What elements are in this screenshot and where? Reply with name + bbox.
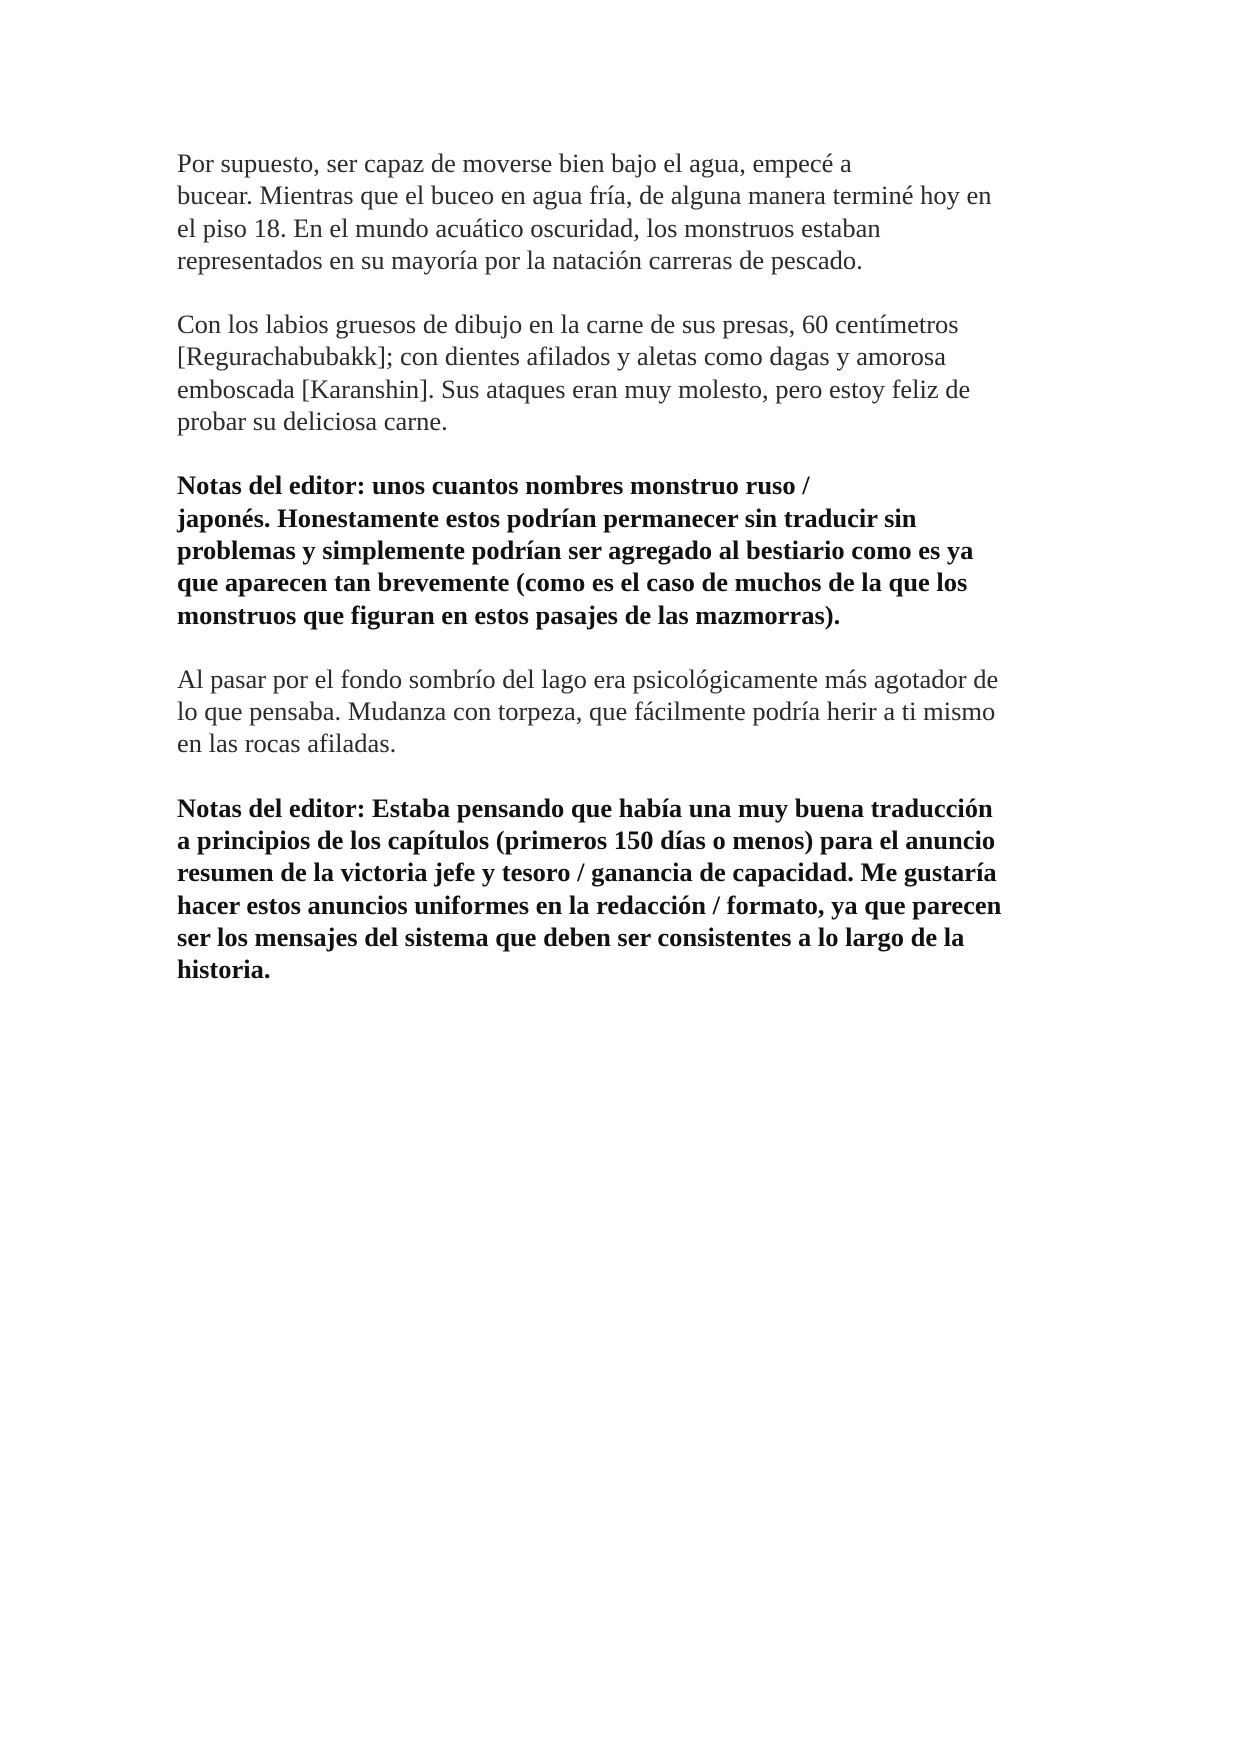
document-body (177, 147, 1077, 1018)
text-line: Por supuesto, ser capaz de moverse bien bajo el agua, empecé a (177, 148, 852, 178)
paragraph-monsters (177, 308, 1077, 437)
note-line: problemas y simplemente podrían ser agregado al bestiario como es ya (177, 534, 974, 565)
text-line: el piso 18. En el mundo acuático oscuridad, los monstruos estaban (177, 212, 881, 243)
note-line: Notas del editor: Estaba pensando que había una muy buena traducción (177, 792, 993, 823)
note-line: historia. (177, 954, 271, 985)
text-line: [Regurachabubakk]; con dientes afilados y aletas como dagas y amorosa (177, 341, 946, 372)
note-line: ser los mensajes del sistema que deben ser consistentes a lo largo de la (177, 921, 965, 952)
text-line: Con los labios gruesos de dibujo en la carne de sus presas, 60 centímetros (177, 309, 959, 340)
text-line: lo que pensaba. Mudanza con torpeza, que fácilmente podría herir a ti mismo (177, 696, 996, 727)
text-line: bucear. Mientras que el buceo en agua fría, de alguna manera terminé hoy en (177, 180, 992, 211)
note-line: resumen de la victoria jefe y tesoro / ganancia de capacidad. Me gustaría (177, 857, 997, 888)
text-line: emboscada [Karanshin]. Sus ataques eran muy molesto, pero estoy feliz de (177, 373, 971, 404)
text-line: Al pasar por el fondo sombrío del lago era psicológicamente más agotador de (177, 663, 999, 694)
paragraph-lake-bottom (177, 663, 1077, 760)
note-line: japonés. Honestamente estos podrían permanecer sin traducir sin (177, 502, 917, 533)
paragraph-diving (177, 147, 1077, 276)
text-line: en las rocas afiladas. (177, 728, 397, 759)
note-line: a principios de los capítulos (primeros 150 días o menos) para el anuncio (177, 825, 996, 856)
note-line: Notas del editor: unos cuantos nombres monstruo ruso / (177, 470, 810, 501)
editor-note-announcements (177, 792, 1077, 986)
editor-note-monster-names (177, 469, 1077, 630)
note-line: hacer estos anuncios uniformes en la redacción / formato, ya que parecen (177, 889, 1002, 920)
note-line: monstruos que figuran en estos pasajes de las mazmorras). (177, 599, 841, 630)
text-line: representados en su mayoría por la natación carreras de pescado. (177, 244, 863, 275)
note-line: que aparecen tan brevemente (como es el caso de muchos de la que los (177, 567, 968, 598)
text-line: probar su deliciosa carne. (177, 406, 448, 437)
